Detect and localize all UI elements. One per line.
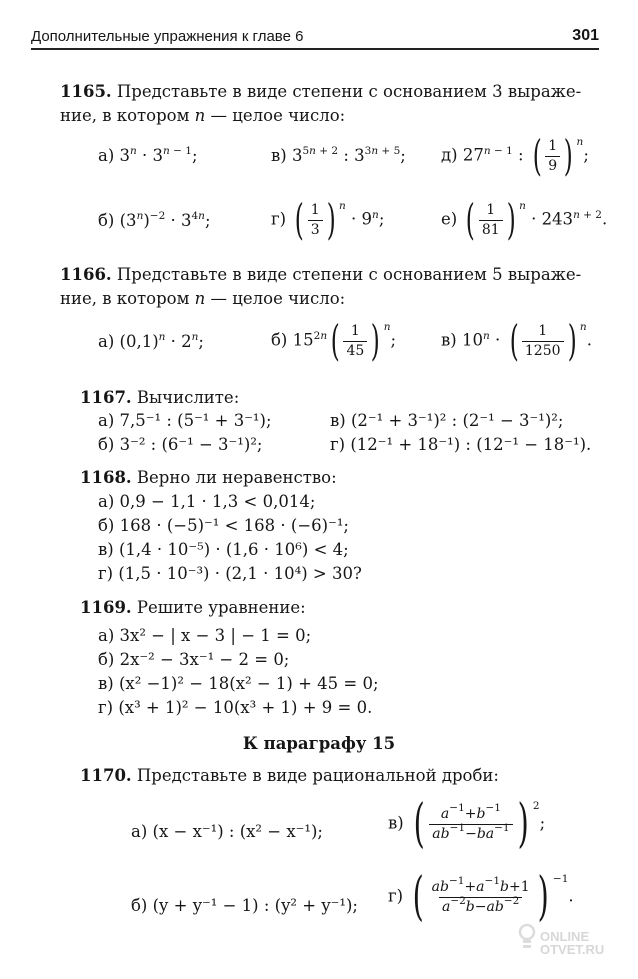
item-label: г) — [271, 209, 287, 229]
task-number: 1170. — [80, 766, 132, 785]
item-label: б) — [98, 211, 115, 230]
item-label: е) — [441, 209, 458, 229]
task-1167-b: б) 3⁻² : (6⁻¹ − 3⁻¹)²; — [98, 435, 263, 454]
task-1165-a: а) $3^n \cdot 3^{n - 1}$; — [98, 145, 198, 165]
task-1170-b: б) (y + y⁻¹ − 1) : (y² + y⁻¹); — [131, 896, 358, 915]
task-text: Решите уравнение: — [136, 598, 306, 617]
task-1169-a: а) 3x² − | x − 3 | − 1 = 0; — [98, 626, 312, 645]
task-1165-statement — [60, 80, 612, 128]
task-number: 1169. — [80, 598, 132, 617]
task-1165-b: б) $(3^n)^{-2} \cdot 3^{4n}$; — [98, 210, 211, 230]
watermark — [540, 930, 604, 956]
task-number: 1167. — [80, 388, 132, 407]
task-1169-v: в) (x² −1)² − 18(x² − 1) + 45 = 0; — [98, 674, 379, 693]
running-title: Дополнительные упражнения к главе 6 — [31, 28, 304, 45]
task-text: Представьте в виде степени с основанием 5 выраже- — [116, 265, 582, 284]
task-text: Представьте в виде степени с основанием 3 выраже- — [116, 82, 582, 101]
header-rule — [31, 48, 599, 50]
task-1166-b: б) $15^{2n}$( $\frac{1}{45}$ ) $^n$; — [271, 316, 397, 365]
item-label: а) — [98, 146, 115, 165]
task-1168-a: а) 0,9 − 1,1 · 1,3 < 0,014; — [98, 492, 316, 511]
task-1166-a: а) $(0,1)^n \cdot 2^n$; — [98, 331, 204, 351]
task-1170-g: г) ( $\frac{ab^{-1}+a^{-1}b+1}{a^{-2}b-ab^{-2}}$ ) $^{-1}$. — [388, 867, 574, 927]
task-1165-e: е) ( $\frac{1}{81}$ ) $^n \cdot 243^{n + 2}$. — [441, 195, 608, 244]
task-1170-title — [80, 766, 499, 786]
item-label: в) — [441, 330, 457, 350]
task-1165-v: в) $3^{5n + 2}$ : $3^{3n + 5}$; — [271, 145, 406, 165]
item-label: г) — [388, 886, 404, 906]
item-label: б) — [271, 330, 288, 350]
watermark-line1: ONLINE — [540, 929, 590, 944]
task-1167-g: г) (12⁻¹ + 18⁻¹) : (12⁻¹ − 18⁻¹). — [330, 435, 592, 454]
task-1170-a: а) (x − x⁻¹) : (x² − x⁻¹); — [131, 822, 323, 841]
task-1167-a: а) 7,5⁻¹ : (5⁻¹ + 3⁻¹); — [98, 411, 272, 430]
task-1170-v: в) ( $\frac{a^{-1}+b^{-1}}{ab^{-1}-ba^{-1}}$ ) $^2$; — [388, 794, 546, 854]
task-1165-g: г) ( $\frac{1}{3}$ ) $^n \cdot 9^n$; — [271, 195, 385, 244]
task-text: Верно ли неравенство: — [136, 468, 337, 487]
task-text-2b: — целое число: — [205, 106, 346, 125]
task-1166-v: в) $10^n$ · ( $\frac{1}{1250}$ ) $^n$. — [441, 316, 592, 365]
item-label: в) — [271, 146, 287, 165]
watermark-line2: OTVET.RU — [540, 942, 605, 957]
task-var: n — [194, 289, 206, 308]
task-1169-b: б) 2x⁻² − 3x⁻¹ − 2 = 0; — [98, 650, 290, 669]
task-text-2a: ние, в котором — [60, 106, 195, 125]
item-label: в) — [388, 813, 404, 833]
item-label: д) — [441, 145, 458, 165]
task-1168-v: в) (1,4 · 10⁻⁵) · (1,6 · 10⁶) < 4; — [98, 540, 349, 559]
task-number: 1168. — [80, 468, 132, 487]
task-text-2b: — целое число: — [205, 289, 346, 308]
task-1167-title — [80, 388, 239, 408]
item-label: а) — [98, 332, 115, 351]
task-var: n — [194, 106, 206, 125]
task-number: 1166. — [60, 265, 112, 284]
task-text: Вычислите: — [136, 388, 240, 407]
task-1167-v: в) (2⁻¹ + 3⁻¹)² : (2⁻¹ − 3⁻¹)²; — [330, 411, 564, 430]
task-1168-b: б) 168 · (−5)⁻¹ < 168 · (−6)⁻¹; — [98, 516, 349, 535]
task-1166-statement — [60, 263, 612, 311]
task-1168-title — [80, 468, 337, 488]
task-text-2a: ние, в котором — [60, 289, 195, 308]
section-heading: К параграфу 15 — [242, 734, 396, 753]
page-header — [31, 27, 599, 47]
lightbulb-icon — [518, 922, 536, 952]
page-number: 301 — [572, 27, 599, 44]
task-1168-g: г) (1,5 · 10⁻³) · (2,1 · 10⁴) > 30? — [98, 564, 362, 583]
task-number: 1165. — [60, 82, 112, 101]
task-1169-title — [80, 598, 306, 618]
task-1165-d: д) $27^{n - 1}$ : ( $\frac{1}{9}$ ) $^n$; — [441, 131, 589, 180]
task-1169-g: г) (x³ + 1)² − 10(x³ + 1) + 9 = 0. — [98, 698, 373, 717]
task-text: Представьте в виде рациональной дроби: — [136, 766, 499, 785]
